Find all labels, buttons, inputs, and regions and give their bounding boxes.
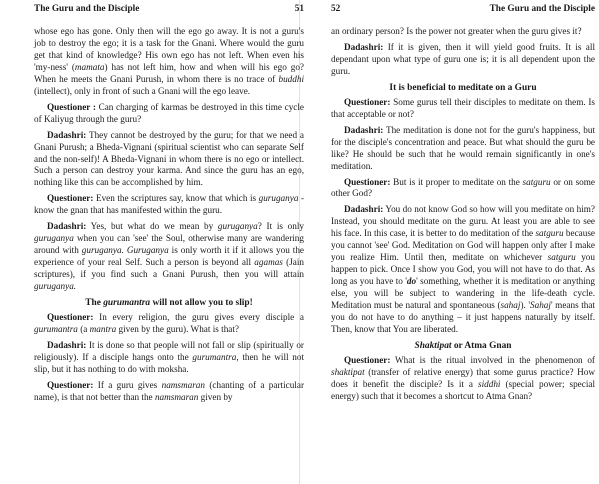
dadashri-paragraph: Dadashri: Yes, but what do we mean by guruganya? It is only guruganya when you can 'see' the Soul, otherwise many are wandering around with guruganya. Guruganya is only worth it if it allows you the experience of your real Self. Such a person is beyond all agamas (Jain scriptures), if you find such a Gnani Purush, then you will attain guruganya. (34, 221, 305, 292)
paragraph: whose ego has gone. Only then will the ego go away. It is not a guru's job to destroy the ego; it is a task for the Gnani. Where would the guru get that kind of knowledge? His own ego has not left. When even his 'my-ness' (mamata) has not left him, how and when will his ego go? When he meets the Gnani Purush, in whom there is no trace of buddhi (intellect), only in front of such a Gnani will the ego leave. (34, 26, 304, 96)
speaker-label: Dadashri: (344, 41, 384, 52)
questioner-paragraph: Questioner: In every religion, the guru gives every disciple a gurumantra (a mantra given by the guru). What is that? (34, 312, 304, 334)
speaker-label: Questioner : (47, 101, 96, 112)
speaker-label: Questioner: (344, 354, 391, 365)
questioner-paragraph: Questioner: But is it proper to meditate on the satguru or on some other God? (331, 176, 595, 199)
right-page (331, 0, 595, 484)
section-heading: It is beneficial to meditate on a Guru (389, 82, 537, 93)
dadashri-paragraph: Dadashri: If it is given, then it will yield good fruits. It is all dependant upon what type of guru one is; it is all dependent upon the guru. (331, 41, 595, 76)
speaker-label: Questioner: (47, 193, 94, 204)
section-heading: Shaktipat or Atma Gnan (414, 340, 512, 351)
running-title: The Guru and the Disciple (34, 4, 140, 14)
questioner-paragraph: Questioner : Can charging of karmas be destroyed in this time cycle of Kaliyug through the guru? (34, 101, 304, 124)
left-page-header (34, 3, 304, 15)
speaker-label: Dadashri: (344, 204, 384, 215)
speaker-label: Questioner: (344, 96, 391, 107)
questioner-paragraph: Questioner: Some gurus tell their disciples to meditate on them. Is that acceptable or not? (331, 96, 595, 119)
left-page (34, 0, 304, 484)
dadashri-paragraph: Dadashri: They cannot be destroyed by the guru; for that we need a Gnani Purush; a Bheda-Vignani (spiritual scientist who can separate Self and the non-self)! A Bheda-Vignani in whom there is no ego or intellect. Such a person can destroy your karma. And since the guru has an ego, nothing like this can be accomplished by him. (34, 129, 304, 188)
speaker-label: Dadashri: (47, 221, 87, 232)
running-title: The Guru and the Disciple (489, 4, 595, 14)
questioner-paragraph: Questioner: Even the scriptures say, know that which is guruganya - know the gnan that has manifested within the guru. (34, 193, 304, 216)
speaker-label: Questioner: (344, 176, 391, 187)
dadashri-paragraph: Dadashri: You do not know God so how will you meditate on him? Instead, you should meditate on the guru. At least you are able to see his face. In this case, it is better to do meditation of the satguru because you cannot 'see' God. Meditation on God will happen only after I make you realize Him. Until then, meditate on whichever satguru you happen to pick. Once I show you God, you will not have to do that. As long as you have to 'do' something, whether it is meditation or anything else, you will be subject to wandering in the life-death cycle. Meditation must be natural and spontaneous (sahaj). 'Sahaj' means that you do not have to do anything – it just happens naturally by itself. Then, know that You are liberated. (331, 204, 595, 334)
dadashri-paragraph: Dadashri: The meditation is done not for the guru's happiness, but for the disciple's concentration and peace. But what should the guru be like? He should be such that he would remain significantly in one's meditation. (331, 124, 595, 171)
speaker-label: Dadashri: (47, 129, 87, 140)
right-page-header (331, 3, 595, 15)
speaker-label: Questioner: (47, 312, 94, 323)
speaker-label: Dadashri: (47, 339, 87, 350)
page-number: 52 (331, 4, 341, 14)
speaker-label: Dadashri: (344, 124, 384, 135)
section-heading: The gurumantra will not allow you to slip! (85, 298, 253, 309)
paragraph: an ordinary person? Is the power not greater when the guru gives it? (331, 26, 582, 36)
questioner-paragraph: Questioner: If a guru gives namsmaran (chanting of a particular name), is that not better than the namsmaran given by (34, 379, 304, 402)
speaker-label: Questioner: (47, 379, 94, 390)
page-number: 51 (294, 4, 304, 14)
dadashri-paragraph: Dadashri: It is done so that people will not fall or slip (spiritually or religiously). If a disciple hangs onto the gurumantra, then he will not slip, but it has nothing to do with moksha. (34, 339, 304, 374)
questioner-paragraph: Questioner: What is the ritual involved in the phenomenon of shaktipat (transfer of relative energy) that some gurus practice? How does it benefit the disciple? Is it a siddhi (special power; special energy) such that it becomes a shortcut to Atma Gnan? (331, 354, 595, 401)
